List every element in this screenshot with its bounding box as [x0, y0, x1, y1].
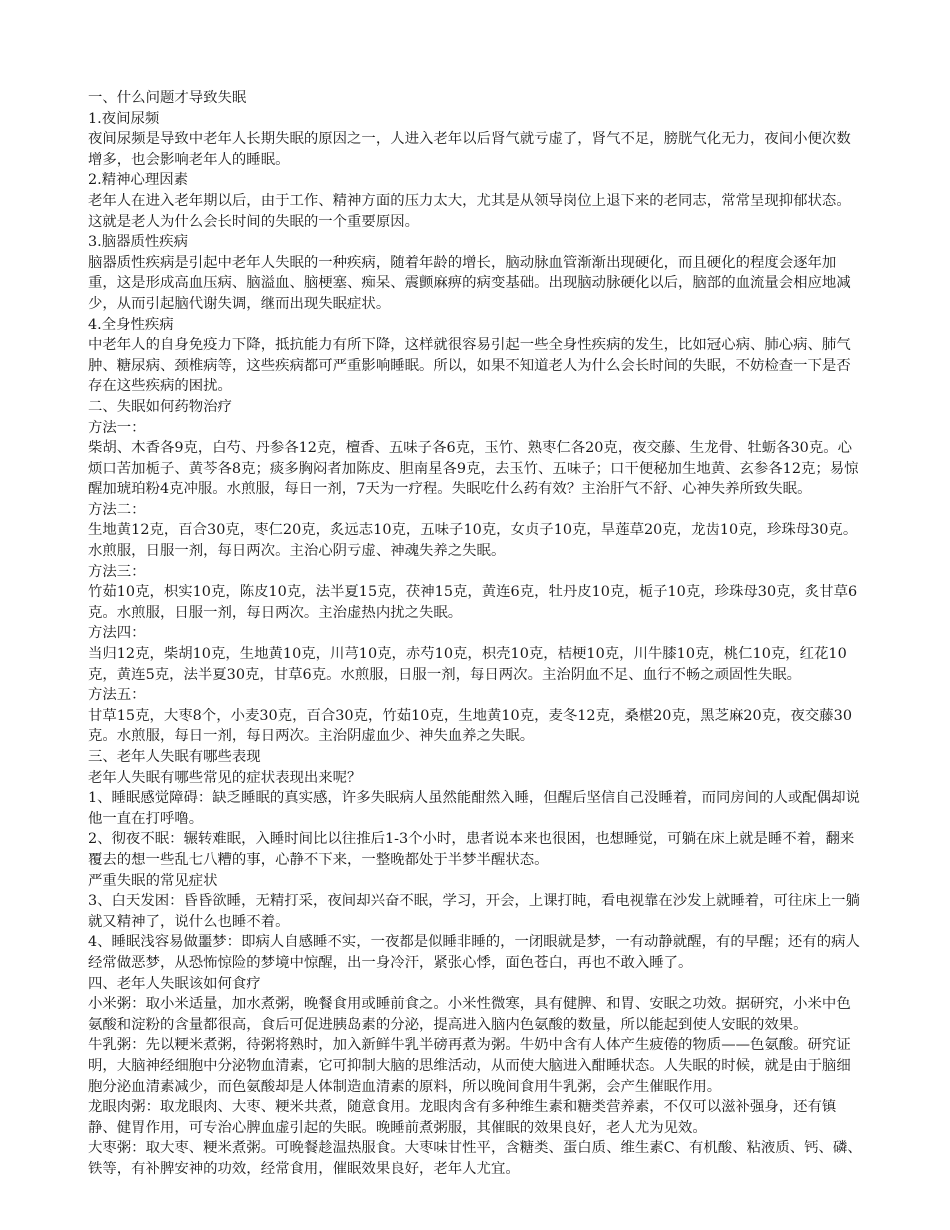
subheading-psychological: 2.精神心理因素 — [88, 172, 189, 189]
diet-millet-porridge: 小米粥：取小米适量，加水煮粥，晚餐食用或睡前食之。小米性微寒，具有健脾、和胃、安眠之功效。据研究，小米中色氨酸和淀粉的含量都很高，食后可促进胰岛素的分泌，提高进入脑内色氨酸的数量，所以能起到使人安眠的效果。 — [88, 996, 851, 1033]
paragraph-nocturia: 夜间尿频是导致中老年人长期失眠的原因之一，人进入老年以后肾气就亏虚了，肾气不足，膀胱气化无力，夜间小便次数增多，也会影响老年人的睡眠。 — [88, 131, 851, 168]
method-3-label: 方法三： — [88, 563, 146, 580]
method-2-label: 方法二： — [88, 501, 146, 518]
subheading-brain-disease: 3.脑器质性疾病 — [88, 234, 189, 251]
method-5-label: 方法五： — [88, 687, 146, 704]
paragraph-systemic-disease: 中老年人的自身免疫力下降，抵抗能力有所下降，这样就很容易引起一些全身性疾病的发生，比如冠心病、肺心病、肺气肿、糖尿病、颈椎病等，这些疾病都可严重影响睡眠。所以，如果不知道老人为什么会长时间的失眠，不妨检查一下是否存在这些疾病的困扰。 — [88, 337, 851, 395]
paragraph-brain-disease: 脑器质性疾病是引起中老年人失眠的一种疾病，随着年龄的增长，脑动脉血管渐渐出现硬化，而且硬化的程度会逐年加重，这是形成高血压病、脑溢血、脑梗塞、痴呆、震颤麻痹的病变基础。出现脑动脉硬化以后，脑部的血流量会相应地减少，从而引起脑代谢失调，继而出现失眠症状。 — [88, 254, 851, 312]
paragraph-psychological: 老年人在进入老年期以后，由于工作、精神方面的压力太大，尤其是从领导岗位上退下来的老同志，常常呈现抑郁状态。这就是老人为什么会长时间的失眠的一个重要原因。 — [88, 192, 851, 230]
symptom-4: 4、睡眠浅容易做噩梦：即病人自感睡不实，一夜都是似睡非睡的，一闭眼就是梦，一有动静就醒，有的早醒；还有的病人经常做恶梦，从恐怖惊险的梦境中惊醒，出一身冷汗，紧张心悸，面色苍白，再也不敢入睡了。 — [88, 934, 860, 971]
symptom-3: 3、白天发困：昏昏欲睡，无精打采，夜间却兴奋不眠，学习，开会，上课打盹，看电视靠在沙发上就睡着，可往床上一躺就又精神了，说什么也睡不着。 — [88, 893, 860, 930]
method-5-text: 甘草15克，大枣8个，小麦30克，百合30克，竹茹10克，生地黄10克，麦冬12克，桑椹20克，黑芝麻20克，夜交藤30克。水煎服，每日一剂，每日两次。主治阴虚血少、神失血养之失眠。 — [88, 707, 852, 745]
subheading-systemic-disease: 4.全身性疾病 — [88, 316, 174, 333]
method-4-text: 当归12克，柴胡10克，生地黄10克，川芎10克，赤芍10克，枳壳10克，桔梗10克，川牛膝10克，桃仁10克，红花10克，黄连5克，法半夏30克，甘草6克。水煎服，日服一剂，每日两次。主治阴血不足、血行不畅之顽固性失眠。 — [88, 646, 847, 683]
method-1-label: 方法一： — [88, 419, 146, 436]
severe-symptoms-heading: 严重失眠的常见症状 — [88, 872, 218, 889]
diet-longan-porridge: 龙眼肉粥：取龙眼肉、大枣、粳米共煮，随意食用。龙眼肉含有多种维生素和糖类营养素，不仅可以滋补强身，还有镇静、健胃作用，可专治心脾血虚引起的失眠。晚睡前煮粥服，其催眠的效果良好，老人尤为见效。 — [88, 1099, 837, 1136]
method-3-text: 竹茹10克，枳实10克，陈皮10克，法半夏15克，茯神15克，黄连6克，牡丹皮10克，栀子10克，珍珠母30克，炙甘草6克。水煎服，日服一剂，每日两次。主治虚热内扰之失眠。 — [88, 584, 858, 621]
subheading-nocturia: 1.夜间尿频 — [88, 110, 160, 127]
symptom-2: 2、彻夜不眠：辗转难眠，入睡时间比以往推后1-3个小时，患者说本来也很困，也想睡觉，可躺在床上就是睡不着，翻来覆去的想一些乱七八糟的事，心静不下来，一整晚都处于半梦半醒状态。 — [88, 831, 855, 868]
method-4-label: 方法四： — [88, 625, 146, 642]
section-heading-causes: 一、什么问题才导致失眠 — [88, 90, 247, 106]
section-heading-symptoms: 三、老年人失眠有哪些表现 — [88, 749, 261, 765]
symptoms-intro: 老年人失眠有哪些常见的症状表现出来呢？ — [88, 769, 362, 786]
diet-jujube-porridge: 大枣粥：取大枣、粳米煮粥。可晚餐趁温热服食。大枣味甘性平，含糖类、蛋白质、维生素C、有机酸、粘液质、钙、磷、铁等，有补脾安神的功效，经常食用，催眠效果良好，老年人尤宜。 — [88, 1140, 862, 1177]
symptom-1: 1、睡眠感觉障碍：缺乏睡眠的真实感，许多失眠病人虽然能酣然入睡，但醒后坚信自己没睡着，而同房间的人或配偶却说他一直在打呼噜。 — [88, 790, 860, 827]
method-2-text: 生地黄12克，百合30克，枣仁20克，炙远志10克，五味子10克，女贞子10克，旱莲草20克，龙齿10克，珍珠母30克。水煎服，日服一剂，每日两次。主治心阴亏虚、神魂失养之失眠。 — [88, 522, 858, 560]
diet-milk-porridge: 牛乳粥：先以粳米煮粥，待粥将熟时，加入新鲜牛乳半磅再煮为粥。牛奶中含有人体产生疲倦的物质——色氨酸。研究证明，大脑神经细胞中分泌物血清素，它可抑制大脑的思维活动，从而使大脑进入酣睡状态。人失眠的时候，就是由于脑细胞分泌血清素减少，而色氨酸却是人体制造血清素的原料，所以晚间食用牛乳粥，会产生催眠作用。 — [88, 1037, 851, 1095]
method-1-text: 柴胡、木香各9克，白芍、丹参各12克，檀香、五味子各6克，玉竹、熟枣仁各20克，夜交藤、生龙骨、牡蛎各30克。心烦口苦加栀子、黄芩各8克；痰多胸闷者加陈皮、胆南星各9克，去玉竹、五味子；口干便秘加生地黄、玄参各12克；易惊醒加琥珀粉4克冲服。水煎服，每日一剂，7天为一疗程。失眠吃什么药有效？主治肝气不舒、心神失养所致失眠。 — [88, 440, 859, 498]
section-heading-diet: 四、老年人失眠该如何食疗 — [88, 975, 261, 992]
section-heading-medication: 二、失眠如何药物治疗 — [88, 398, 232, 415]
